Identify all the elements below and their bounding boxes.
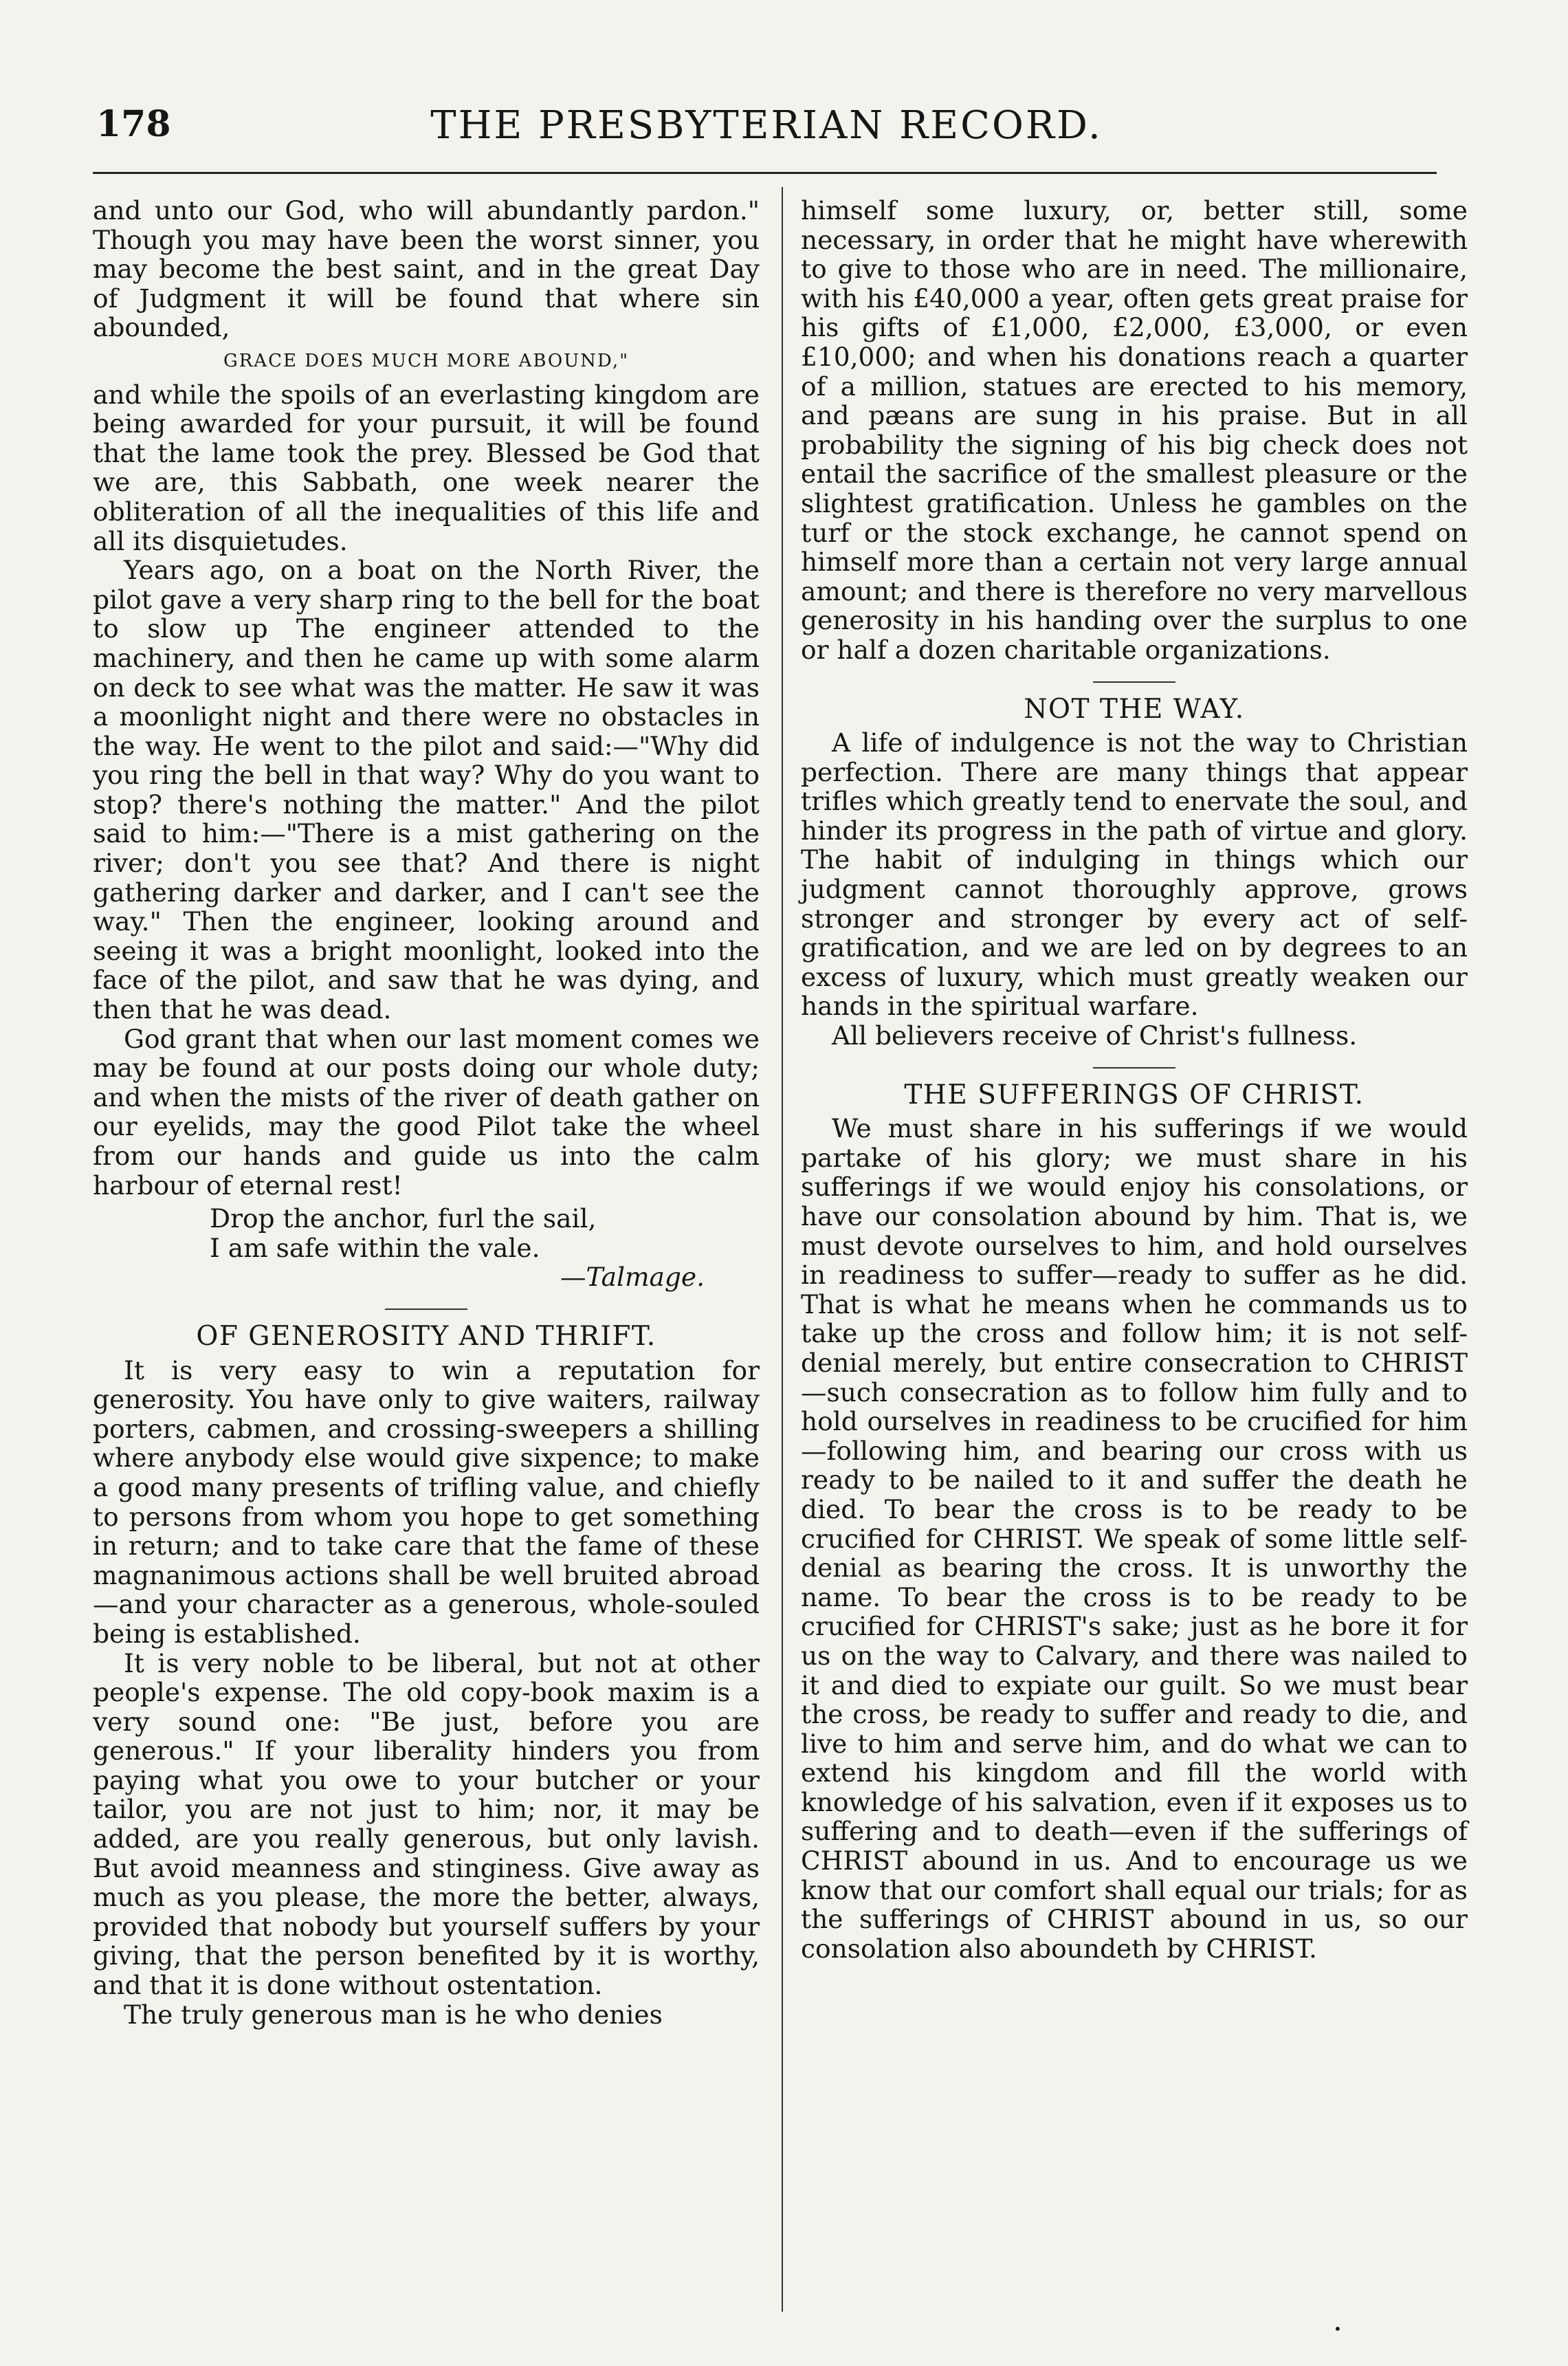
paragraph: himself some luxury, or, better still, some necessary, in order that he might have wherewith to give to those who are in need. The millionaire, with his £40,000 a year, often gets great praise for his gifts of £1,000, £2,000, £3,000, or even £10,000; and when his donations reach a quarter of a million, statues are erected to his memory, and pæans are sung in his praise. But in all probability the signing of his big check does not entail the sacrifice of the smallest pleasure or the slightest gratification. Unless he gambles on the turf or the stock exchange, he cannot spend on himself more than a certain not very large annual amount; and there is therefore no very marvellous generosity in his handing over the surplus to one or half a dozen charitable organizations. — [801, 195, 1468, 665]
header-rule — [93, 172, 1437, 174]
grace-line: GRACE DOES MUCH MORE ABOUND," — [223, 350, 630, 371]
verse-line: Drop the anchor, furl the sail, — [210, 1203, 597, 1234]
section-heading-not-the-way: NOT THE WAY. — [1024, 693, 1245, 725]
page-header — [96, 103, 1437, 165]
section-rule — [1093, 681, 1175, 683]
page-title: THE PRESBYTERIAN RECORD. — [430, 103, 1103, 148]
attribution: —Talmage. — [560, 1262, 705, 1293]
printer-mark: • — [1334, 2321, 1342, 2337]
paragraph: God grant that when our last moment comes we may be found at our posts doing our whole duty; and when the mists of the river of death gather on our eyelids, may the good Pilot take the wheel from our hands and guide us into the calm harbour of eternal rest! — [93, 1023, 760, 1201]
section-rule — [1093, 1067, 1175, 1069]
paragraph: We must share in his sufferings if we would partake of his glory; we must share in his sufferings if we would enjoy his consolations, or have our consolation abound by him. That is, we must devote ourselves to him, and hold ourselves in readiness to suffer—ready to suffer as he did. That is what he means when he commands us to take up the cross and follow him; it is not self-denial merely, but entire consecration to CHRIST—such consecration as to follow him fully and to hold ourselves in readiness to be crucified for him—following him, and bearing our cross with us ready to be nailed to it and suffer the death he died. To bear the cross is to be ready to be crucified for CHRIST. We speak of some little self-denial as bearing the cross. It is unworthy the name. To bear the cross is to be ready to be crucified for CHRIST's sake; just as he bore it for us on the way to Calvary, and there was nailed to it and died to expiate our guilt. So we must bear the cross, be ready to suffer and ready to die, and live to him and serve him, and do what we can to extend his kingdom and fill the world with knowledge of his salvation, even if it exposes us to suffering and to death—even if the sufferings of CHRIST abound in us. And to encourage us we know that our comfort shall equal our trials; for as the sufferings of CHRIST abound in us, so our consolation also aboundeth by CHRIST. — [801, 1113, 1468, 1964]
verse-line: I am safe within the vale. — [210, 1232, 540, 1263]
paragraph: A life of indulgence is not the way to Christian perfection. There are many things that appear trifles which greatly tend to enervate the soul, and hinder its progress in the path of virtue and glory. The habit of indulging in things which our judgment cannot thoroughly approve, grows stronger and stronger by every act of self-gratification, and we are led on by degrees to an excess of luxury, which must greatly weaken our hands in the spiritual warfare. — [801, 727, 1468, 1022]
page-number: 178 — [96, 103, 171, 145]
paragraph: The truly generous man is he who denies — [124, 1999, 663, 2030]
left-column — [93, 196, 760, 2029]
paragraph: All believers receive of Christ's fullness. — [832, 1020, 1358, 1051]
paragraph: It is very easy to win a reputation for generosity. You have only to give waiters, railway porters, cabmen, and crossing-sweepers a shilling where anybody else would give sixpence; to make a good many presents of trifling value, and chiefly to persons from whom you hope to get something in return; and to take care that the fame of these magnanimous actions shall be well bruited abroad—and your character as a generous, whole-souled being is established. — [93, 1355, 760, 1649]
column-divider — [782, 187, 783, 2312]
section-rule — [385, 1308, 467, 1310]
verse — [93, 1204, 760, 1262]
paragraph: and unto our God, who will abundantly pardon." Though you may have been the worst sinner, you may become the best saint, and in the great Day of Judgment it will be found that where sin abounded, — [93, 195, 760, 343]
right-column — [801, 196, 1468, 1963]
section-heading-generosity: OF GENEROSITY AND THRIFT. — [196, 1320, 656, 1352]
paragraph: and while the spoils of an everlasting kingdom are being awarded for your pursuit, it will be found that the lame took the prey. Blessed be God that we are, this Sabbath, one week nearer the obliteration of all the inequalities of this life and all its disquietudes. — [93, 379, 760, 556]
paragraph: It is very noble to be liberal, but not at other people's expense. The old copy-book maxim is a very sound one: "Be just, before you are generous." If your liberality hinders you from paying what you owe to your butcher or your tailor, you are not just to him; nor, it may be added, are you really generous, but only lavish. But avoid meanness and stinginess. Give away as much as you please, the more the better, always, provided that nobody but yourself suffers by your giving, that the person benefited by it is worthy, and that it is done without ostentation. — [93, 1647, 760, 2001]
section-heading-sufferings: THE SUFFERINGS OF CHRIST. — [904, 1079, 1365, 1110]
paragraph: Years ago, on a boat on the North River, the pilot gave a very sharp ring to the bell for the boat to slow up The engineer attended to the machinery, and then he came up with some alarm on deck to see what was the matter. He saw it was a moonlight night and there were no obstacles in the way. He went to the pilot and said:—"Why did you ring the bell in that way? Why do you want to stop? there's nothing the matter." And the pilot said to him:—"There is a mist gathering on the river; don't you see that? And there is night gathering darker and darker, and I can't see the way." Then the engineer, looking around and seeing it was a bright moonlight, looked into the face of the pilot, and saw that he was dying, and then that he was dead. — [93, 555, 760, 1025]
